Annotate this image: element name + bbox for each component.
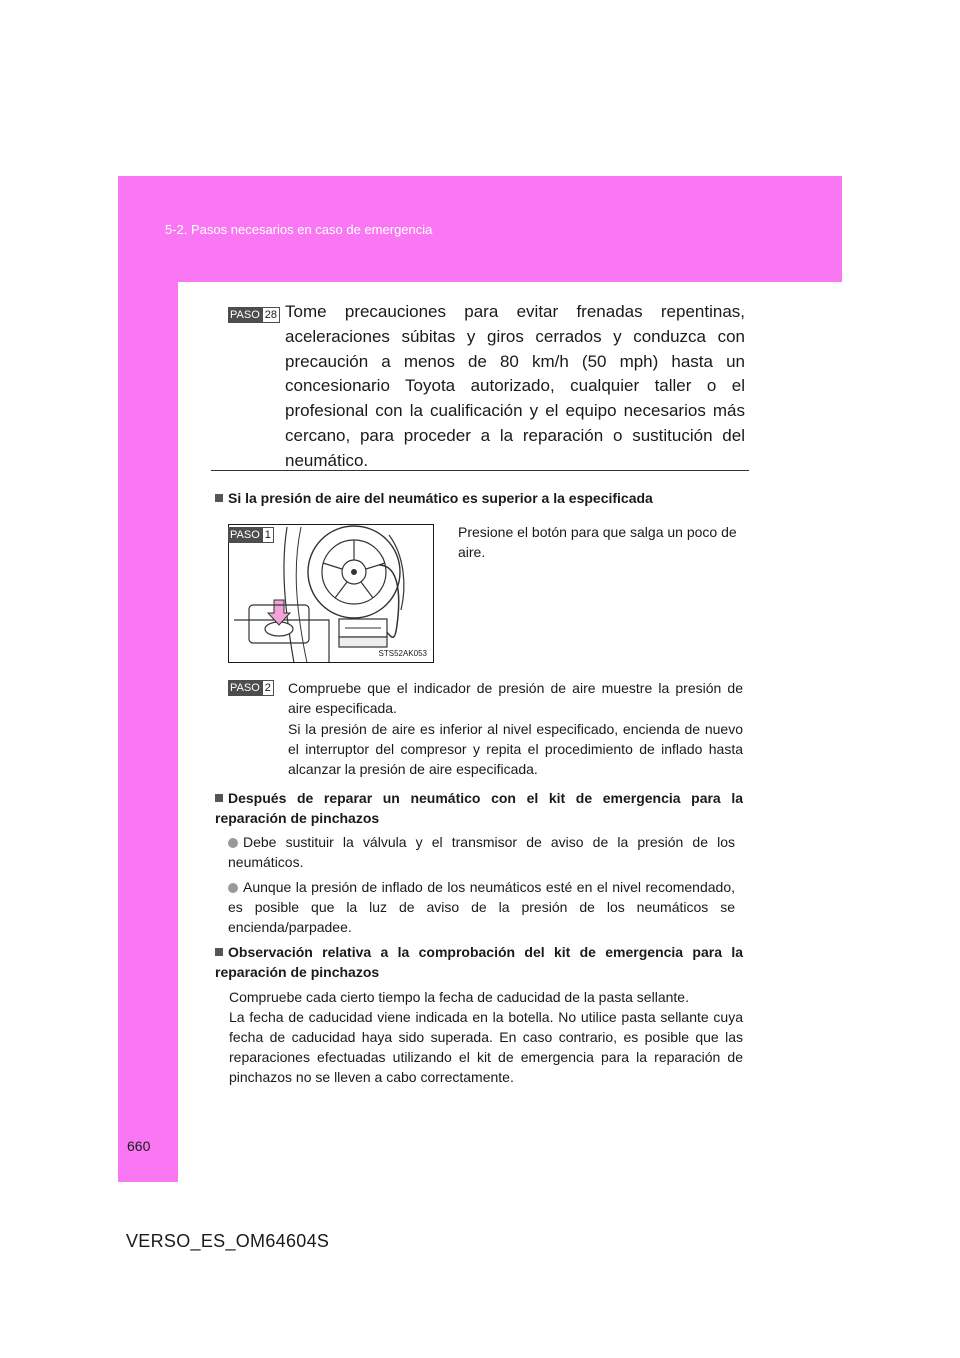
step-2-note: Si la presión de aire es inferior al nivel especificado, encienda de nuevo el interruptor del compresor y repita el procedimiento de inflado hasta alcanzar la presión de aire especificada. [288,721,743,777]
section-title: 5-2. Pasos necesarios en caso de emergencia [165,222,433,237]
kit-check-text: La fecha de caducidad viene indicada en la botella. No utilice pasta sellante cuya fecha de caducidad haya sido superada. En caso contrario, es posible que las reparaciones efectuadas utilizando el kit de emergencia para la reparación de pinchazos no se lleven a cabo correctamente. [229,1009,743,1085]
step-1-badge [228,527,274,543]
kit-check-line1: Compruebe cada cierto tiempo la fecha de caducidad de la pasta sellante. [229,989,689,1005]
square-bullet-icon [215,948,223,956]
step-2-badge [228,680,274,696]
compressor-illustration [228,524,434,663]
list-item: Aunque la presión de inflado de los neumáticos esté en el nivel recomendado, es posible que la luz de aviso de la presión de los neumáticos se encienda/parpadee. [228,879,735,935]
side-band [118,282,178,1182]
page-number: 660 [127,1138,151,1154]
paso-number: 28 [262,307,280,323]
document-code: VERSO_ES_OM64604S [126,1231,330,1251]
paso-label: PASO [230,529,260,541]
section-heading-kit-check: Observación relativa a la comprobación del kit de emergencia para la reparación de pinchazos [215,944,743,980]
paso-number: 1 [262,527,274,543]
paso-label: PASO [230,682,260,694]
square-bullet-icon [215,794,223,802]
round-bullet-icon [228,838,238,848]
step-28-text: Tome precauciones para evitar frenadas repentinas, aceleraciones súbitas y giros cerrados y conduzca con precaución a menos de 80 km/h (50 mph) hasta un concesionario Toyota autorizado, cualquier taller o el profesional con la cualificación y el equipo necesarios más cercano, para proceder a la reparación o sustitución del neumático. [285,302,745,470]
step-2-text: Compruebe que el indicador de presión de aire muestre la presión de aire especificada. [288,680,743,716]
step-28-badge [228,307,280,323]
figure-code: STS52AK053 [378,649,427,658]
tire-compressor-drawing-icon [229,525,434,663]
round-bullet-icon [228,883,238,893]
section-heading-high-pressure: Si la presión de aire del neumático es superior a la especificada [215,488,749,508]
paso-number: 2 [262,680,274,696]
step-1-text: Presione el botón para que salga un poco de aire. [458,524,737,560]
paso-label: PASO [230,309,260,321]
list-item: Debe sustituir la válvula y el transmisor de aviso de la presión de los neumáticos. [228,834,735,870]
square-bullet-icon [215,494,223,502]
divider [211,470,749,471]
section-heading-after-repair: Después de reparar un neumático con el kit de emergencia para la reparación de pinchazos [215,790,743,826]
